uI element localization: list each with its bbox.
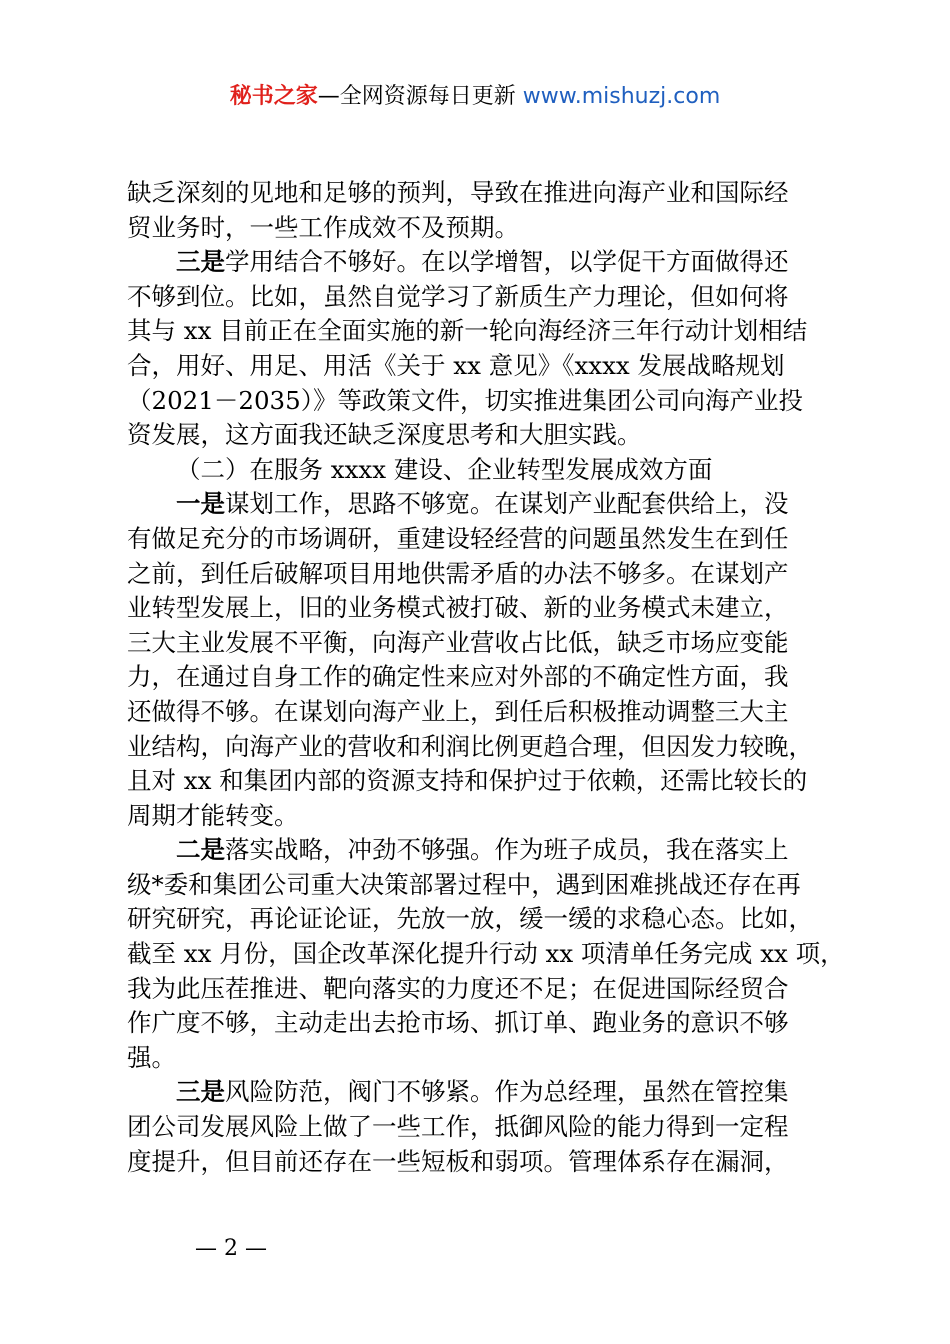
text-line xyxy=(127,868,827,903)
text-line xyxy=(127,902,827,937)
text-line xyxy=(127,660,827,695)
lead-label: 三是 xyxy=(176,247,225,277)
text-line xyxy=(127,799,827,834)
line-text: 学用结合不够好。在以学增智，以学促干方面做得还 xyxy=(225,247,789,277)
text-line xyxy=(127,453,827,488)
line-text: 力，在通过自身工作的确定性来应对外部的不确定性方面，我 xyxy=(127,662,789,692)
line-text: 且对 xx 和集团内部的资源支持和保护过于依赖，还需比较长的 xyxy=(127,766,808,796)
line-text: 其与 xx 目前正在全面实施的新一轮向海经济三年行动计划相结 xyxy=(127,316,808,346)
text-line xyxy=(127,1110,827,1145)
text-line xyxy=(127,384,827,419)
line-text: 之前，到任后破解项目用地供需矛盾的办法不够多。在谋划产 xyxy=(127,558,789,588)
text-line xyxy=(127,1075,827,1110)
line-text: 缺乏深刻的见地和足够的预判，导致在推进向海产业和国际经 xyxy=(127,178,789,207)
text-line xyxy=(127,487,827,522)
line-text: 业转型发展上，旧的业务模式被打破、新的业务模式未建立， xyxy=(127,593,789,623)
lead-label: 一是 xyxy=(176,489,225,519)
text-line xyxy=(127,418,827,453)
line-text: 还做得不够。在谋划向海产业上，到任后积极推动调整三大主 xyxy=(127,696,789,726)
text-line xyxy=(127,937,845,972)
line-text: 资发展，这方面我还缺乏深度思考和大胆实践。 xyxy=(127,420,642,450)
line-text: 谋划工作，思路不够宽。在谋划产业配套供给上，没 xyxy=(225,489,789,519)
text-line xyxy=(127,972,827,1007)
document-body xyxy=(127,176,845,1179)
line-text: 合，用好、用足、用活《关于 xx 意见》《xxxx 发展战略规划 xyxy=(127,350,785,380)
line-text: 强。 xyxy=(127,1042,176,1072)
text-line xyxy=(127,1041,827,1076)
lead-label: 三是 xyxy=(176,1077,225,1107)
text-line xyxy=(127,557,827,592)
brand-name: 秘书之家 xyxy=(229,84,318,109)
text-line xyxy=(127,764,827,799)
line-text: （2021－2035）》等政策文件，切实推进集团公司向海产业投 xyxy=(127,385,803,415)
line-text: 业结构，向海产业的营收和利润比例更趋合理，但因发力较晚， xyxy=(127,731,813,761)
line-text: 风险防范，阀门不够紧。作为总经理，虽然在管控集 xyxy=(225,1077,789,1107)
site-banner xyxy=(0,80,950,114)
text-line xyxy=(127,626,827,661)
line-text: 贸业务时，一些工作成效不及预期。 xyxy=(127,212,519,242)
lead-label: 二是 xyxy=(176,835,225,865)
text-line xyxy=(127,349,827,384)
line-text: 周期才能转变。 xyxy=(127,800,299,830)
line-text: 我为此压茬推进、靶向落实的力度还不足；在促进国际经贸合 xyxy=(127,973,789,1003)
line-text: 截至 xx 月份，国企改革深化提升行动 xx 项清单任务完成 xx 项， xyxy=(127,939,845,969)
text-line xyxy=(127,280,827,315)
text-line xyxy=(127,211,827,246)
line-text: 有做足充分的市场调研，重建设轻经营的问题虽然发生在到任 xyxy=(127,523,789,553)
text-line xyxy=(127,1145,827,1180)
line-text: 级*委和集团公司重大决策部署过程中，遇到困难挑战还存在再 xyxy=(127,869,801,899)
text-line xyxy=(127,730,827,765)
text-line xyxy=(127,522,827,557)
text-line xyxy=(127,1006,827,1041)
text-line xyxy=(127,314,827,349)
line-text: 度提升，但目前还存在一些短板和弱项。管理体系存在漏洞， xyxy=(127,1146,789,1176)
text-line xyxy=(127,245,827,280)
banner-url: www.mishuzj.com xyxy=(522,84,721,109)
line-text: 不够到位。比如，虽然自觉学习了新质生产力理论，但如何将 xyxy=(127,281,789,311)
line-text: 三大主业发展不平衡，向海产业营收占比低，缺乏市场应变能 xyxy=(127,627,789,657)
text-line xyxy=(127,695,827,730)
line-text: （二）在服务 xxxx 建设、企业转型发展成效方面 xyxy=(176,454,713,484)
line-text: 落实战略，冲劲不够强。作为班子成员，我在落实上 xyxy=(225,835,789,865)
text-line xyxy=(127,591,827,626)
banner-tagline: —全网资源每日更新 xyxy=(317,84,523,109)
line-text: 作广度不够，主动走出去抢市场、抓订单、跑业务的意识不够 xyxy=(127,1008,789,1038)
text-line xyxy=(127,176,827,211)
page-number: — 2 — xyxy=(195,1236,267,1261)
line-text: 研究研究，再论证论证，先放一放，缓一缓的求稳心态。比如， xyxy=(127,904,813,934)
text-line xyxy=(127,833,827,868)
line-text: 团公司发展风险上做了一些工作，抵御风险的能力得到一定程 xyxy=(127,1112,789,1142)
